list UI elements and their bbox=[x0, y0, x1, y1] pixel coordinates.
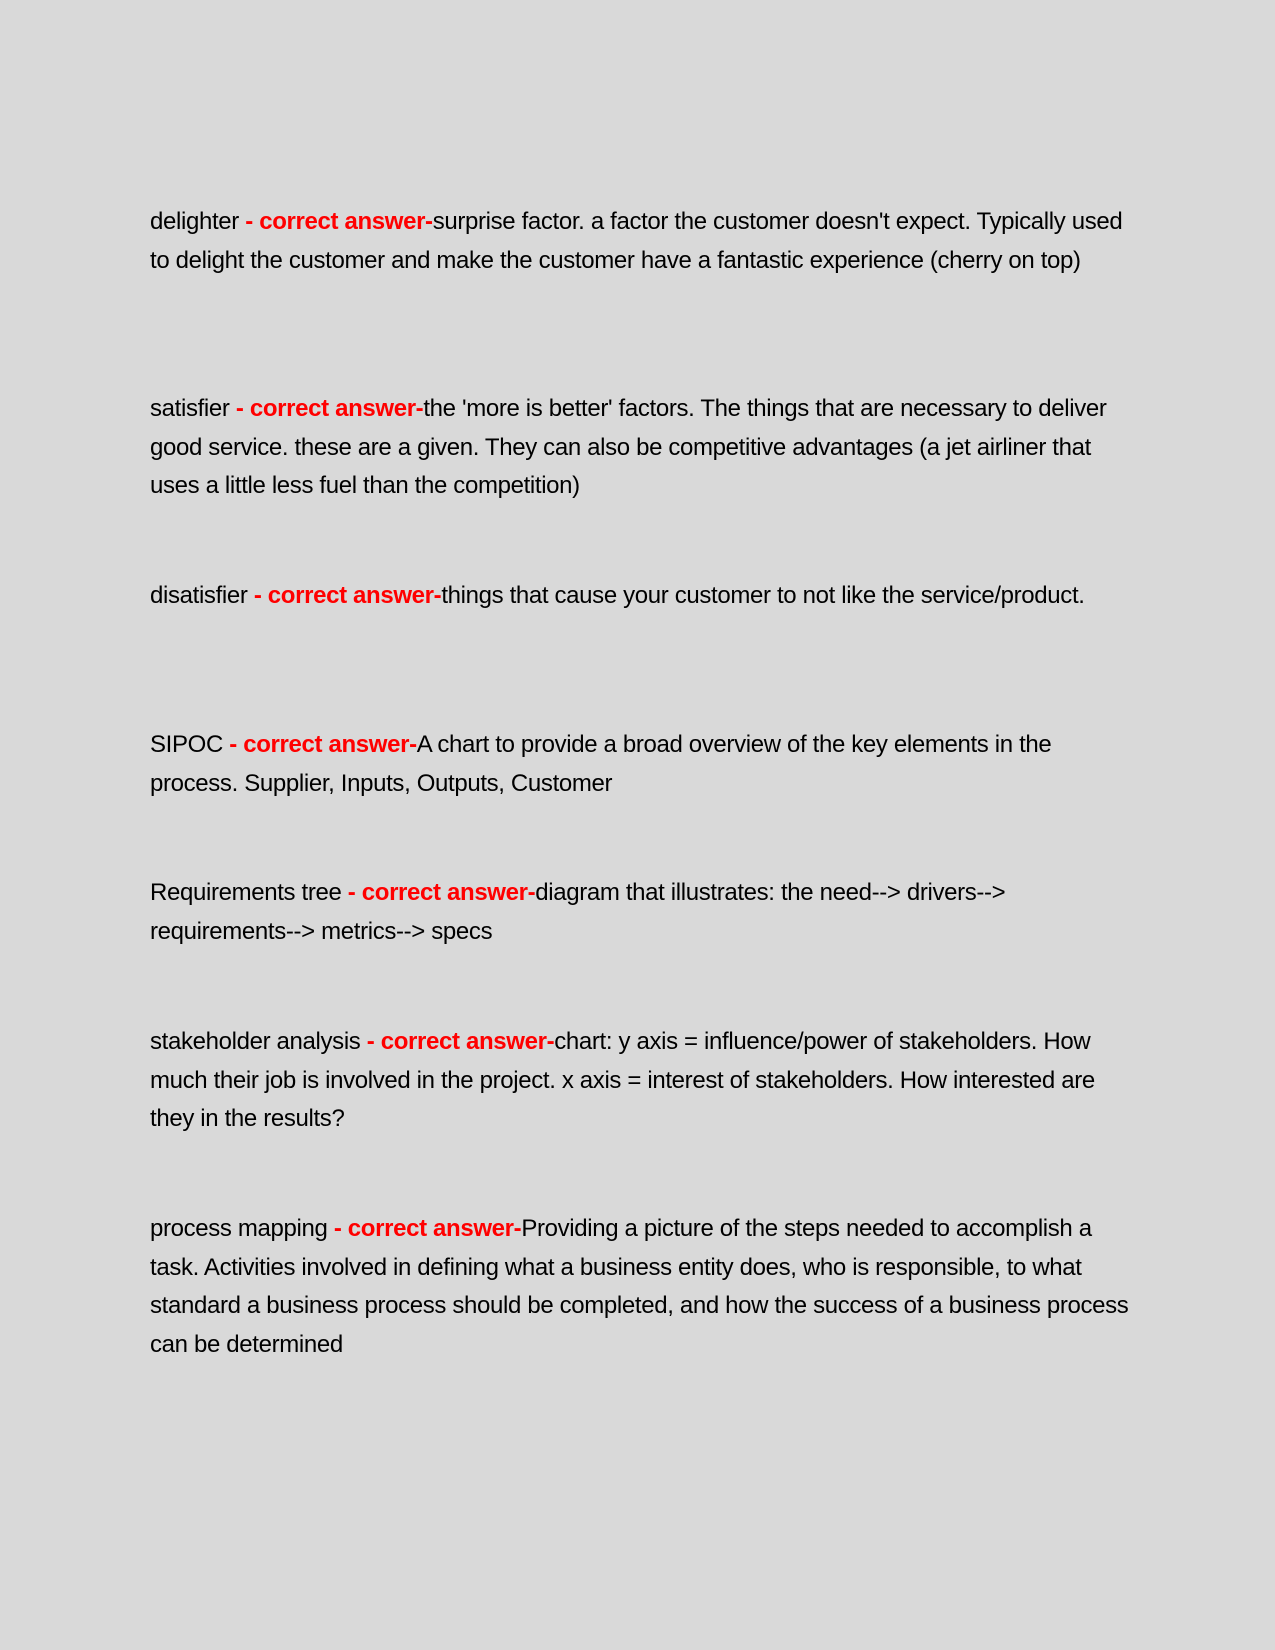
flashcard-entry bbox=[150, 203, 1130, 280]
answer-separator: - correct answer- bbox=[327, 1215, 522, 1242]
answer-separator: - correct answer- bbox=[247, 582, 442, 609]
term: delighter bbox=[150, 208, 239, 235]
definition: A chart to provide a broad overview of the key elements in the process. Supplier, Inputs, Outputs, Customer bbox=[150, 731, 1052, 797]
definition: things that cause your customer to not like the service/product. bbox=[441, 582, 1085, 609]
answer-separator: - correct answer- bbox=[341, 879, 536, 906]
flashcard-entry bbox=[150, 1023, 1130, 1139]
definition: diagram that illustrates: the need--> drivers--> requirements--> metrics--> specs bbox=[150, 879, 1006, 945]
answer-separator: - correct answer- bbox=[222, 731, 417, 758]
term: disatisfier bbox=[150, 582, 248, 609]
term: stakeholder analysis bbox=[150, 1028, 361, 1055]
flashcard-entry bbox=[150, 1210, 1130, 1364]
definition: chart: y axis = influence/power of stakeholders. How much their job is involved in the project. x axis = interest of stakeholders. How interested are they in the results? bbox=[150, 1028, 1095, 1132]
flashcard-entry bbox=[150, 874, 1130, 951]
answer-separator: - correct answer- bbox=[360, 1028, 555, 1055]
definition: Providing a picture of the steps needed to accomplish a task. Activities involved in defining what a business entity does, who is responsible, to what standard a business process should be completed, and how the success of a business process can be determined bbox=[150, 1215, 1129, 1358]
term: Requirements tree bbox=[150, 879, 342, 906]
term: satisfier bbox=[150, 395, 230, 422]
term: process mapping bbox=[150, 1215, 328, 1242]
flashcard-entry bbox=[150, 726, 1130, 803]
definition: surprise factor. a factor the customer doesn't expect. Typically used to delight the customer and make the customer have a fantastic experience (cherry on top) bbox=[150, 208, 1123, 274]
flashcard-entry bbox=[150, 577, 1130, 616]
answer-separator: - correct answer- bbox=[238, 208, 433, 235]
definition: the 'more is better' factors. The things that are necessary to deliver good service. these are a given. They can also be competitive advantages (a jet airliner that uses a little less fuel than the competition) bbox=[150, 395, 1107, 499]
answer-separator: - correct answer- bbox=[229, 395, 424, 422]
flashcard-entry bbox=[150, 390, 1130, 506]
term: SIPOC bbox=[150, 731, 223, 758]
